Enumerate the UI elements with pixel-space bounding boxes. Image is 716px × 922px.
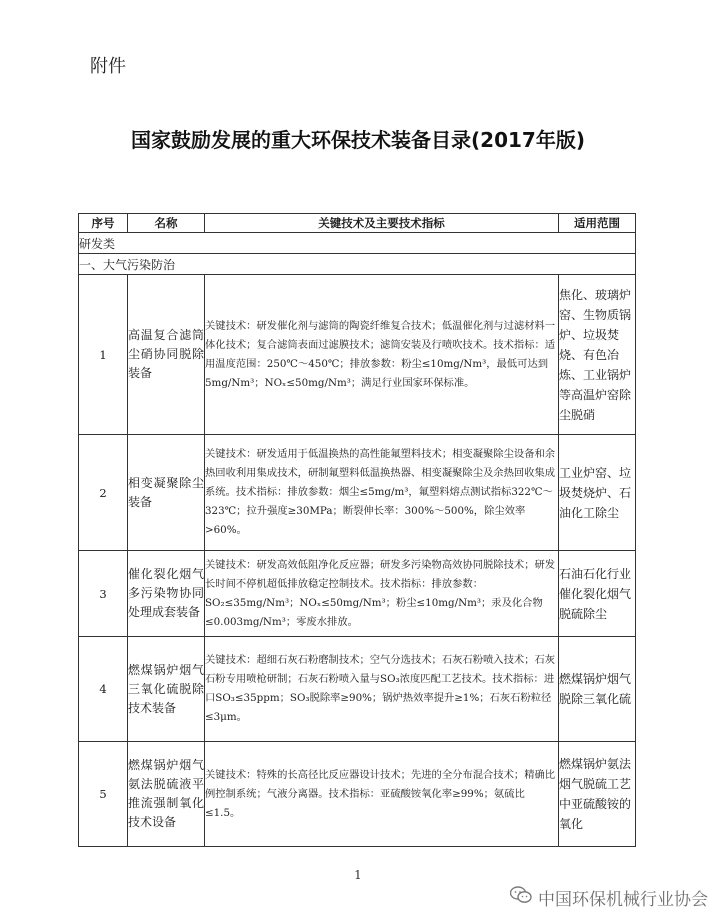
equipment-name: 催化裂化烟气多污染物协同处理成套装备 <box>128 551 205 637</box>
category-label: 研发类 <box>79 233 636 254</box>
technology-description: 关键技术：特殊的长高径比反应器设计技术；先进的全分布混合技术；精确比例控制系统；气液分离器。技术指标：亚硫酸铵氧化率≥99%；氨硫比≤1.5。 <box>205 742 559 847</box>
technology-description: 关键技术：研发催化剂与滤筒的陶瓷纤维复合技术；低温催化剂与过滤材料一体化技术；复合滤筒表面过滤膜技术；滤筒安装及行喷吹技术。技术指标：适用温度范围：250℃～450℃；排放参数：粉尘≤10mg/Nm³，最低可达到5mg/Nm³；NOₓ≤50mg/Nm³；满足行业国家环保标准。 <box>205 275 559 435</box>
section-label: 一、大气污染防治 <box>79 254 636 275</box>
table-header-row <box>79 214 636 233</box>
equipment-name: 高温复合滤筒尘硝协同脱除装备 <box>128 275 205 435</box>
wechat-icon <box>510 886 532 909</box>
technology-description: 关键技术：超细石灰石粉磨制技术；空气分选技术；石灰石粉喷入技术；石灰石粉专用喷枪研制；石灰石粉喷入量与SO₃浓度匹配工艺技术。技术指标：进口SO₃≤35ppm；SO₃脱除率≥90%；锅炉热效率提升≥1%；石灰石粉粒径≤3μm。 <box>205 637 559 742</box>
application-scope: 燃煤锅炉氨法烟气脱硫工艺中亚硫酸铵的氧化 <box>559 742 636 847</box>
table-row <box>79 275 636 435</box>
header-number: 序号 <box>79 214 128 233</box>
category-row <box>79 233 636 254</box>
application-scope: 焦化、玻璃炉窑、生物质锅炉、垃圾焚烧、有色冶炼、工业锅炉等高温炉窑除尘脱硝 <box>559 275 636 435</box>
watermark <box>510 885 708 910</box>
technology-description: 关键技术：研发适用于低温换热的高性能氟塑料技术；相变凝聚除尘设备和余热回收利用集成技术，研制氟塑料低温换热器、相变凝聚除尘及余热回收集成系统。技术指标：排放参数：烟尘≤5mg/m³，氟塑料熔点测试指标322℃～323℃；拉升强度≥30MPa；断裂伸长率：300%～500%，除尘效率>60%。 <box>205 435 559 551</box>
technology-description: 关键技术：研发高效低阻净化反应器；研发多污染物高效协同脱除技术；研发长时间不停机超低排放稳定控制技术。技术指标：排放参数：SO₂≤35mg/Nm³；NOₓ≤50mg/Nm³；粉尘≤10mg/Nm³；汞及化合物≤0.003mg/Nm³；零废水排放。 <box>205 551 559 637</box>
application-scope: 工业炉窑、垃圾焚烧炉、石油化工除尘 <box>559 435 636 551</box>
row-number: 1 <box>79 275 128 435</box>
watermark-text: 中国环保机械行业协会 <box>538 890 708 910</box>
row-number: 5 <box>79 742 128 847</box>
section-row <box>79 254 636 275</box>
header-name: 名称 <box>128 214 205 233</box>
equipment-name: 燃煤锅炉烟气三氧化硫脱除技术装备 <box>128 637 205 742</box>
application-scope: 燃煤锅炉烟气脱除三氧化硫 <box>559 637 636 742</box>
table-row <box>79 742 636 847</box>
application-scope: 石油石化行业催化裂化烟气脱硫除尘 <box>559 551 636 637</box>
table-row <box>79 551 636 637</box>
equipment-name: 相变凝聚除尘装备 <box>128 435 205 551</box>
row-number: 3 <box>79 551 128 637</box>
header-technology: 关键技术及主要技术指标 <box>205 214 559 233</box>
table-row <box>79 637 636 742</box>
table-row <box>79 435 636 551</box>
document-title: 国家鼓励发展的重大环保技术装备目录(2017年版) <box>131 128 585 152</box>
header-scope: 适用范围 <box>559 214 636 233</box>
row-number: 4 <box>79 637 128 742</box>
row-number: 2 <box>79 435 128 551</box>
equipment-name: 燃煤锅炉烟气氨法脱硫液平推流强制氧化技术设备 <box>128 742 205 847</box>
page-number: 1 <box>354 868 362 882</box>
catalog-table <box>78 213 636 847</box>
annex-label: 附件 <box>90 56 126 77</box>
